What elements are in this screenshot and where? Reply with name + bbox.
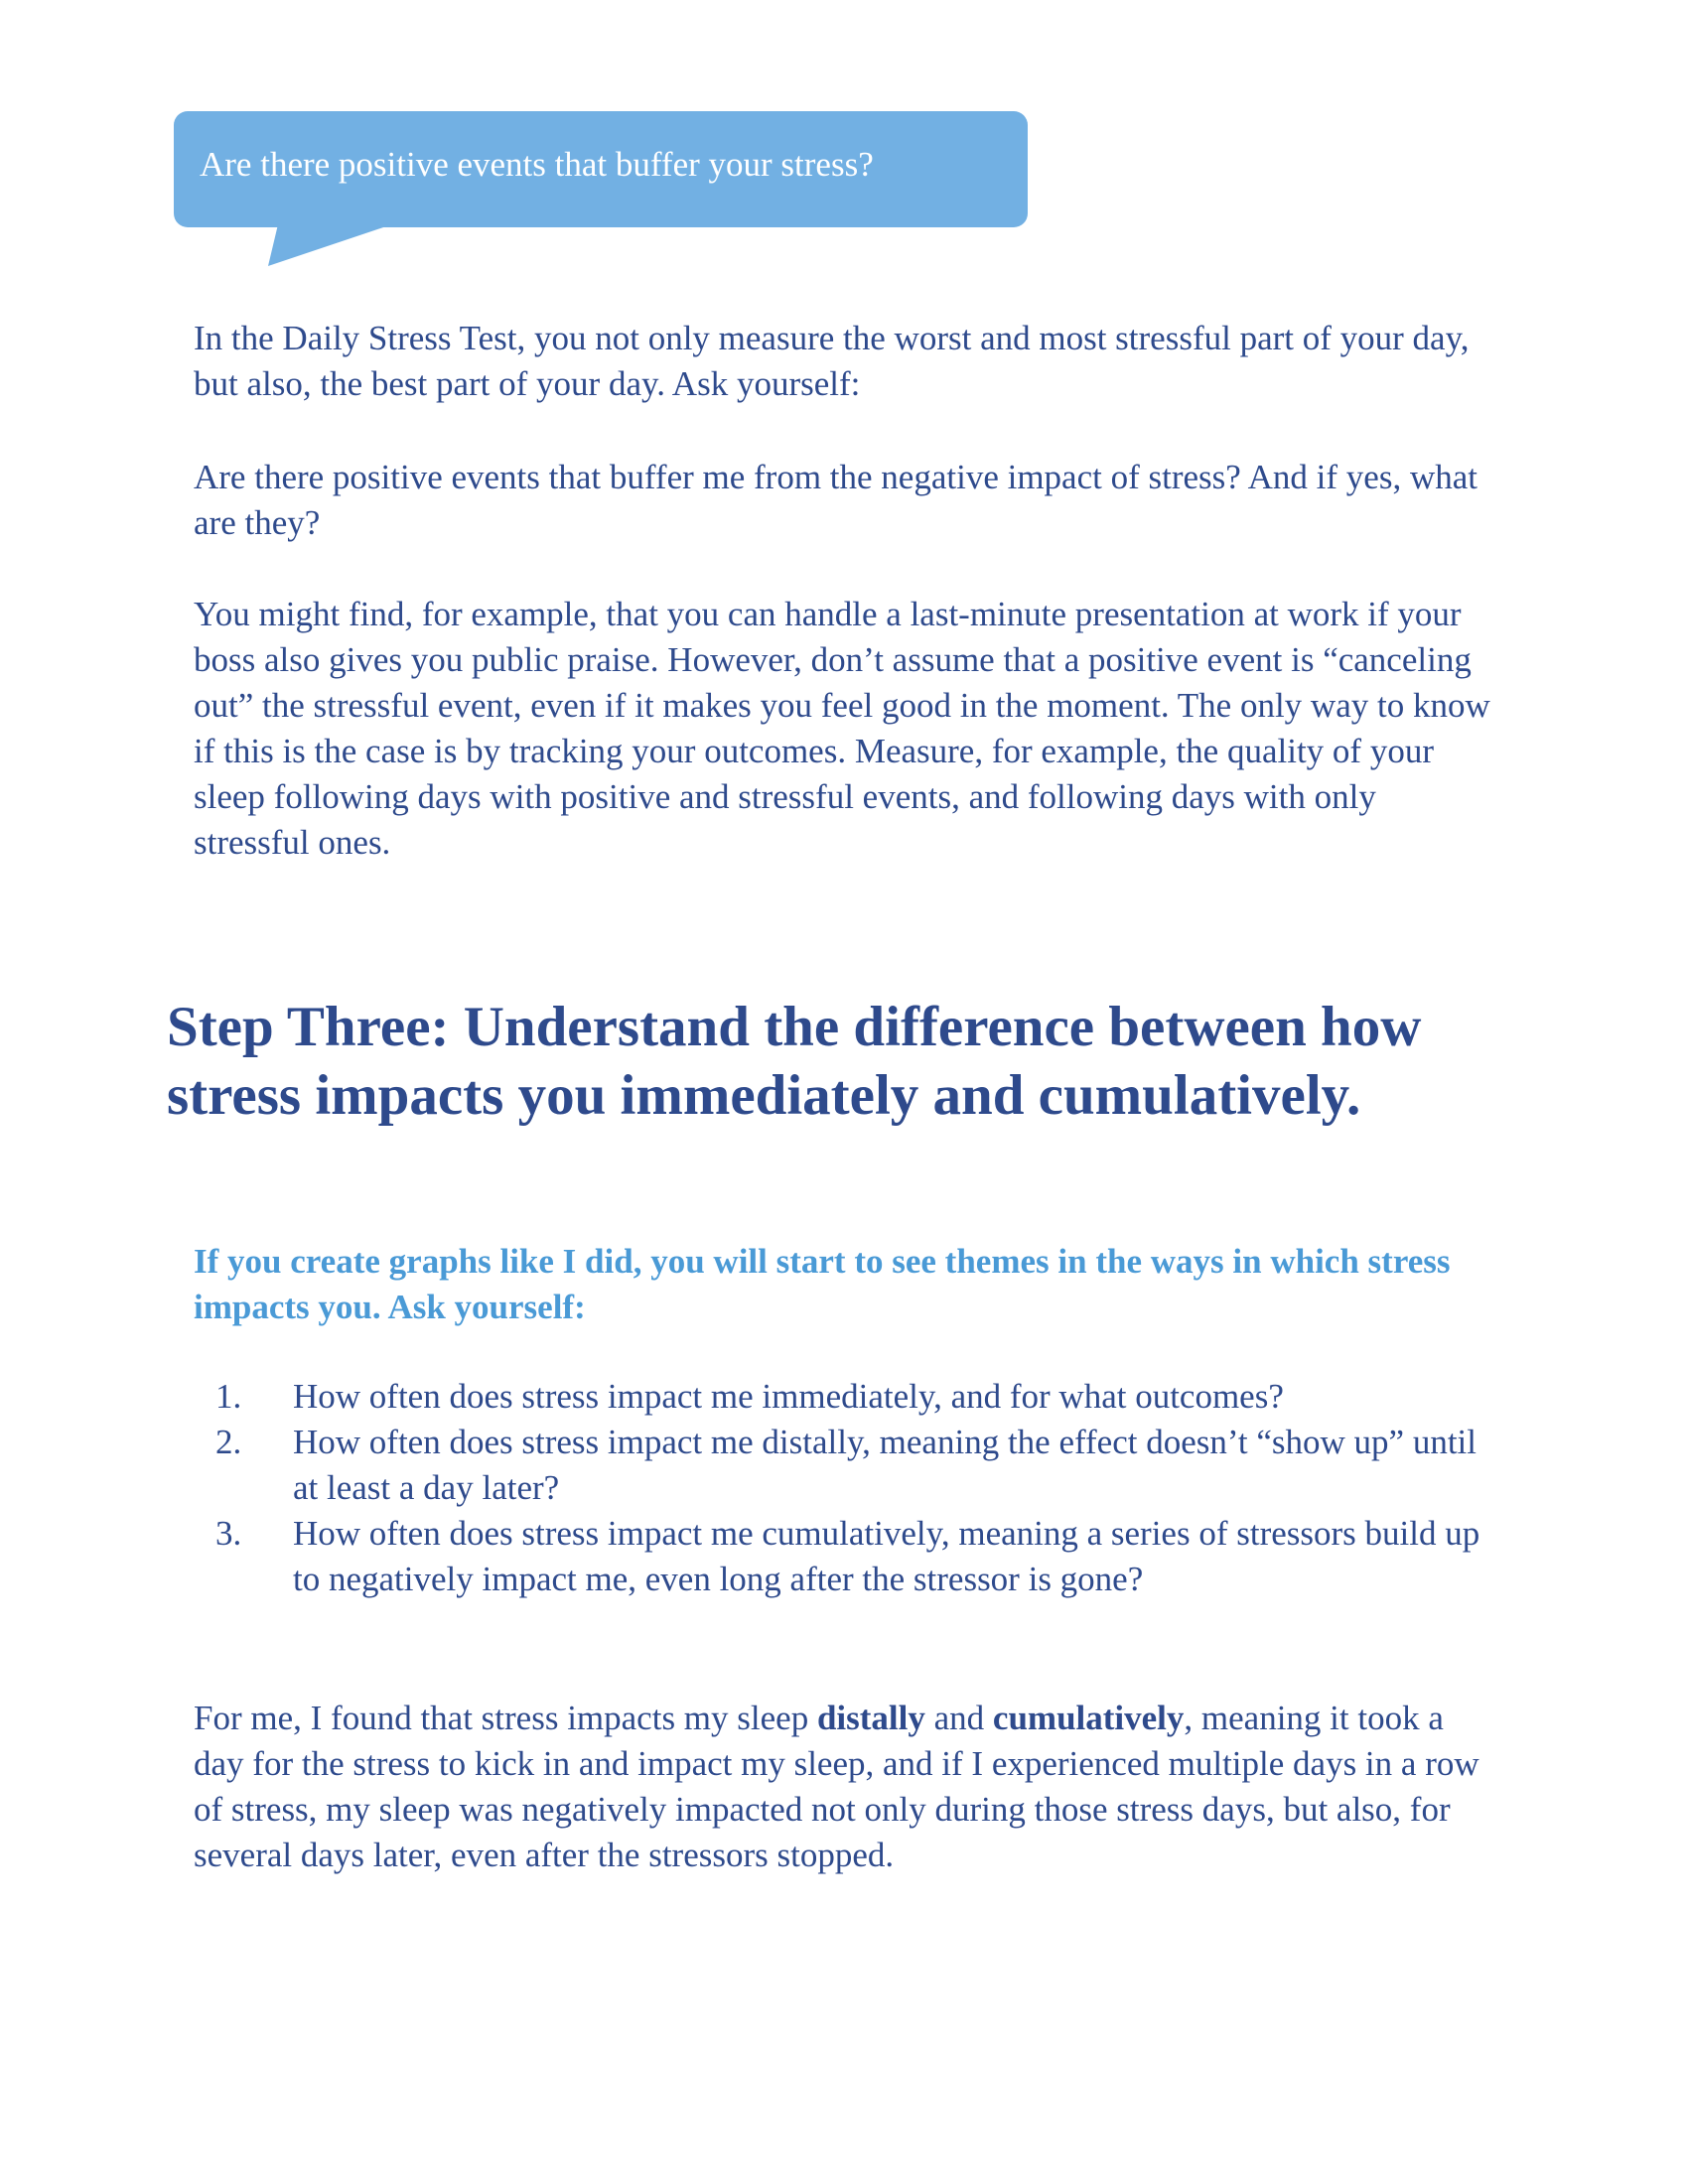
list-item-text: How often does stress impact me immediately, and for what outcomes? (293, 1377, 1284, 1416)
question-list (194, 1374, 1494, 1602)
callout-bubble (174, 111, 1028, 227)
conclusion-text-2: and (924, 1699, 993, 1737)
conclusion-bold-distally: distally (816, 1699, 925, 1737)
list-number: 3. (215, 1514, 242, 1553)
callout-tail (258, 224, 397, 270)
list-item (194, 1374, 1494, 1420)
paragraph-example: You might find, for example, that you can handle a last-minute presentation at work if your boss also gives you public praise. However, don’t assume that a positive event is “canceling out” the stressful event, even if it makes you feel good in the moment. The only way to know if this is the case is by tracking your outcomes. Measure, for example, the quality of your sleep following days with positive and stressful events, and following days with only stressful ones. (194, 595, 1490, 862)
conclusion-text-3: , meaning it took a day for the stress to kick in and impact my sleep, and if I experienced multiple days in a row of stress, my sleep was negatively impacted not only during those stress days, but also, for several days later, even after the stressors stopped. (194, 1699, 1479, 1874)
paragraph-question: Are there positive events that buffer me from the negative impact of stress? And if yes, what are they? (194, 458, 1477, 542)
list-item (194, 1511, 1494, 1602)
paragraph-intro: In the Daily Stress Test, you not only measure the worst and most stressful part of your day, but also, the best part of your day. Ask yourself: (194, 319, 1470, 403)
section-heading: Step Three: Understand the difference between how stress impacts you immediately and cumulatively. (167, 996, 1422, 1127)
list-number: 2. (215, 1423, 242, 1461)
list-item (194, 1420, 1494, 1511)
callout-text: Are there positive events that buffer your stress? (200, 145, 874, 184)
lead-paragraph: If you create graphs like I did, you will start to see themes in the ways in which stress impacts you. Ask yourself: (194, 1242, 1451, 1326)
list-number: 1. (215, 1377, 242, 1416)
paragraph-conclusion (194, 1696, 1494, 1878)
list-item-text: How often does stress impact me cumulatively, meaning a series of stressors build up to negatively impact me, even long after the stressor is gone? (293, 1514, 1480, 1598)
conclusion-text-1: For me, I found that stress impacts my sleep (194, 1699, 817, 1737)
list-item-text: How often does stress impact me distally, meaning the effect doesn’t “show up” until at least a day later? (293, 1423, 1477, 1507)
conclusion-bold-cumulatively: cumulatively (992, 1699, 1185, 1737)
